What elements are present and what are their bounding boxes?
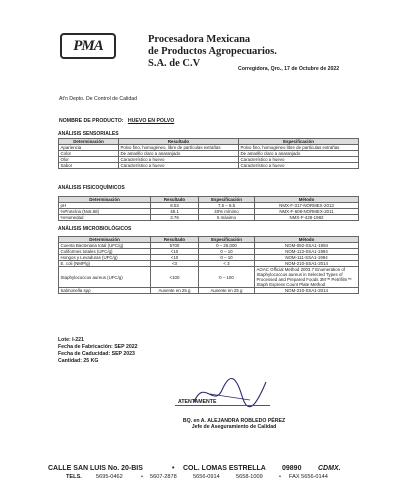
footer-fax: FAX 5656-0144 bbox=[289, 474, 328, 480]
table-cell: pH bbox=[59, 203, 151, 209]
table-cell: NMX-F-428-1982 bbox=[255, 215, 359, 221]
table-cell: <3 bbox=[151, 261, 199, 267]
table-cell: 40% mínimo bbox=[199, 209, 255, 215]
signer-role: Jefe de Aseguramiento de Calidad bbox=[191, 424, 277, 430]
table-cell: 5700 bbox=[151, 243, 199, 249]
table-cell: 0 – 10 bbox=[199, 255, 255, 261]
table-cell: 5 máximo bbox=[199, 215, 255, 221]
footer-colonia: COL. LOMAS ESTRELLA bbox=[183, 465, 266, 472]
table-cell: Ausente en 25 g bbox=[151, 288, 199, 294]
table-cell: Característico a huevo bbox=[239, 157, 359, 163]
footer-bullet: • bbox=[279, 474, 281, 480]
fisico-table bbox=[58, 196, 359, 221]
company-name-line3: S.A. de C.V bbox=[148, 58, 201, 69]
header-cell: Determinación bbox=[59, 197, 151, 203]
product-value: HUEVO EN POLVO bbox=[127, 118, 175, 124]
table-cell: 0 – 25,000 bbox=[199, 243, 255, 249]
table-cell: 3.76 bbox=[151, 215, 199, 221]
table-cell: NOM-210-SSA1-2014 bbox=[255, 261, 359, 267]
company-name-line1: Procesadora Mexicana bbox=[148, 34, 251, 45]
table-cell: AOAC Official Method 2003.7 Enumeration of Staphylococcus aureus in Selected Types of Processed and Prepared Foods 3M™ Petrifilm™ Staph Express Count Plate Method bbox=[255, 267, 359, 288]
product-label: NOMBRE DE PRODUCTO: bbox=[59, 118, 124, 124]
table-cell: Polvo fino, homogéneo libre de partículas extrañas bbox=[239, 145, 359, 151]
header-cell: Método bbox=[255, 197, 359, 203]
company-logo bbox=[60, 33, 116, 59]
table-cell: De amarillo claro a anaranjado bbox=[119, 151, 239, 157]
lot-number: Lote: I-221 bbox=[58, 337, 84, 343]
table-cell: NOM-092-SSA1-1994 bbox=[255, 243, 359, 249]
table-cell: NOM-111-SSA1-1994 bbox=[255, 255, 359, 261]
table-cell: Staphylococcus aureus (UFC/g) bbox=[59, 267, 151, 288]
table-cell: < 3 bbox=[199, 261, 255, 267]
table-cell: Característico a huevo bbox=[239, 163, 359, 169]
table-cell: %Humedad bbox=[59, 215, 151, 221]
header-cell: Determinación bbox=[59, 237, 151, 243]
footer-tel2: 5607-2878 bbox=[150, 474, 177, 480]
table-cell: <10 bbox=[151, 249, 199, 255]
table-cell: Coliformes totales (UFC/g) bbox=[59, 249, 151, 255]
table-row bbox=[59, 215, 359, 221]
table-cell: 48.1 bbox=[151, 209, 199, 215]
table-cell: <10 bbox=[151, 255, 199, 261]
expiry-date: Fecha de Caducidad: SEP 2023 bbox=[58, 351, 135, 357]
table-cell: Color bbox=[59, 151, 119, 157]
table-cell: NOM-210-SSA1-2014 bbox=[255, 288, 359, 294]
sensorial-title: ANÁLISIS SENSORIALES bbox=[58, 131, 119, 137]
footer-street: CALLE SAN LUIS No. 20-BIS bbox=[48, 465, 143, 472]
company-name-line2: de Productos Agropecuarios. bbox=[148, 46, 277, 57]
table-cell: <100 bbox=[151, 267, 199, 288]
product-name-row bbox=[59, 118, 174, 124]
signature-line bbox=[175, 405, 270, 406]
table-cell: Apariencia bbox=[59, 145, 119, 151]
place-date: Corregidora, Qro., 17 de Octubre de 2022 bbox=[238, 66, 340, 72]
footer-tel4: 5658-1009 bbox=[236, 474, 263, 480]
micro-title: ANÁLISIS MICROBIOLÓGICOS bbox=[58, 226, 132, 232]
footer-cp: 09890 bbox=[282, 465, 302, 472]
table-cell: Olor bbox=[59, 157, 119, 163]
table-cell: Hongos y Levaduras (UFC/g) bbox=[59, 255, 151, 261]
header-cell: Determinación bbox=[59, 139, 119, 145]
fisico-title: ANÁLISIS FISICOQUÍMICOS bbox=[58, 185, 125, 191]
signature-atte: ATENTAMENTE bbox=[178, 399, 217, 405]
table-cell: Polvo fino, homogéneo, libre de partículas extrañas bbox=[119, 145, 239, 151]
table-cell: 8.03 bbox=[151, 203, 199, 209]
footer-tels-label: TELS. bbox=[66, 474, 82, 480]
header-cell: Resultado bbox=[151, 197, 199, 203]
table-cell: E. coli (NMP/g) bbox=[59, 261, 151, 267]
header-cell: Resultado bbox=[119, 139, 239, 145]
footer-city: CDMX. bbox=[318, 465, 341, 472]
footer-tel3: 5656-0914 bbox=[193, 474, 220, 480]
table-cell: De amarillo claro a anaranjado bbox=[239, 151, 359, 157]
table-cell: Sabor bbox=[59, 163, 119, 169]
footer-bullet: • bbox=[141, 474, 143, 480]
table-row bbox=[59, 163, 359, 169]
table-cell: Ausente en 25 g bbox=[199, 288, 255, 294]
table-cell: NMX-F-317-NORMEX-2013 bbox=[255, 203, 359, 209]
table-cell: %Proteína (Nx6.68) bbox=[59, 209, 151, 215]
table-cell: Salmonella spp bbox=[59, 288, 151, 294]
table-cell: 0 – 10 bbox=[199, 249, 255, 255]
table-cell: 7.5 – 8.5 bbox=[199, 203, 255, 209]
table-cell: NMX-F-608-NORMEX-2011 bbox=[255, 209, 359, 215]
lot-info bbox=[58, 337, 137, 365]
micro-table bbox=[58, 236, 359, 294]
table-row bbox=[59, 267, 359, 288]
manufacture-date: Fecha de Fabricación: SEP 2022 bbox=[58, 344, 138, 350]
sensorial-table bbox=[58, 138, 359, 169]
header-cell: Especificación bbox=[239, 139, 359, 145]
signature-scribble bbox=[190, 372, 270, 412]
attention-line: At'n Depto. De Control de Calidad bbox=[59, 96, 137, 102]
signer-name: BQ. en A. ALEJANDRA ROBLEDO PÉREZ bbox=[182, 418, 286, 424]
table-cell: Característico a huevo bbox=[119, 157, 239, 163]
table-cell: NOM-113-SSA1-1994 bbox=[255, 249, 359, 255]
footer-bullet: • bbox=[172, 465, 175, 472]
header-cell: Método bbox=[255, 237, 359, 243]
quantity: Cantidad: 25 KG bbox=[58, 358, 99, 364]
table-cell: Característico a huevo bbox=[119, 163, 239, 169]
table-row bbox=[59, 288, 359, 294]
logo-text: PMA bbox=[73, 37, 103, 54]
header-cell: Especificación bbox=[199, 197, 255, 203]
header-cell: Especificación bbox=[199, 237, 255, 243]
header-cell: Resultado bbox=[151, 237, 199, 243]
table-cell: 0 – 100 bbox=[199, 267, 255, 288]
footer-tel1: 5695-0462 bbox=[96, 474, 123, 480]
table-cell: Cuenta Bacteriana total (UFC/g) bbox=[59, 243, 151, 249]
